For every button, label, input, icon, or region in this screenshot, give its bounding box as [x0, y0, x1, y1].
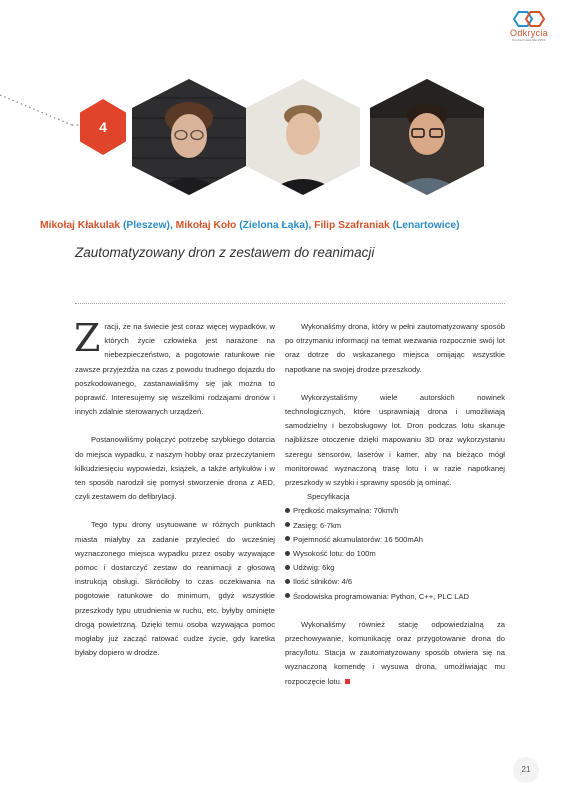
end-square-icon	[345, 679, 350, 684]
paragraph: Wykonaliśmy drona, który w pełni zautomatyzowany sposób po otrzymaniu informacji na temat wezwania rozpocznie swój lot oraz dotrze do wskazanego miejsca omijając wszystkie napotkane na swojej drodze przeszkody.	[285, 322, 505, 374]
spec-text: Środowiska programowania: Python, C++, PLC LAD	[293, 591, 470, 601]
spec-text: Pojemność akumulatorów: 16 500mAh	[293, 534, 424, 544]
spec-text: Udźwig: 6kg	[293, 563, 335, 573]
paragraph-text: Wykonaliśmy również stację odpowiedzialną za przechowywanie, komunikację oraz przygotowanie drona do pracy/lotu. Stacja w zautomatyzowany sposób otwiera się na wyznaczoną komendę i wysuwa drona, umożliwiając mu rozpoczęcie lotu.	[285, 619, 505, 686]
bullet-icon	[285, 551, 290, 556]
bullet-icon	[285, 522, 290, 527]
section-divider	[75, 303, 505, 304]
article-column-right	[285, 320, 505, 689]
authors-line	[40, 219, 560, 233]
bullet-icon	[285, 536, 290, 541]
spec-item	[285, 575, 505, 589]
spec-text: Prędkość maksymalna: 70km/h	[293, 506, 399, 516]
spec-item	[285, 561, 505, 575]
author-name-1: Mikołaj Kłakulak	[40, 220, 121, 231]
spec-item	[285, 547, 505, 561]
paragraph	[285, 618, 505, 689]
drop-cap: Z	[74, 316, 101, 360]
article-column-left	[74, 316, 275, 660]
author-name-3: Filip Szafraniak	[314, 220, 390, 231]
spec-item	[285, 590, 505, 604]
bullet-icon	[285, 565, 290, 570]
author-place-1: (Pleszew)	[123, 220, 170, 231]
spec-item	[285, 519, 505, 533]
spec-item	[285, 533, 505, 547]
spec-text: Ilość silników: 4/6	[293, 577, 353, 587]
project-number: 4	[99, 119, 107, 135]
paragraph-text: racji, że na świecie jest coraz więcej wypadków, w których życie człowieka jest narażone na niebezpieczeństwo, a pogotowie ratunkowe nie zawsze przyjeżdża na czas z powodu trudnego dojazdu do poszkodowanego, zastanawialiśmy się jak można to poprawić. Interesujemy się wszelkimi rodzajami dronów i innych zdalnie sterowanych urządzeń.	[75, 322, 275, 417]
project-title: Zautomatyzowany dron z zestawem do reanimacji	[75, 245, 375, 260]
bullet-icon	[285, 593, 290, 598]
spec-title: Specyfikacja	[307, 492, 350, 502]
spec-list	[285, 504, 505, 603]
brand-logo	[503, 10, 555, 42]
authors-separator: ,	[308, 220, 315, 231]
page-number: 21	[513, 757, 539, 783]
brand-subtitle: Poczta Polska Mal ZPKS	[512, 38, 546, 42]
author-name-2: Mikołaj Koło	[175, 220, 237, 231]
spec-text: Zasięg: 6-7km	[293, 520, 342, 530]
bullet-icon	[285, 508, 290, 513]
brand-name: Odkrycia	[510, 28, 548, 38]
spec-text: Wysokość lotu: do 100m	[293, 549, 376, 559]
author-photo-3	[369, 78, 485, 196]
paragraph: Postanowiliśmy połączyć potrzebę szybkiego dotarcia do miejsca wypadku, z naszym hobby oraz przeczytaniem kilkudziesięciu wypowiedzi, książek, a także artykułów i w ten sposób narodził się pomysł stworzenie drona z AED, czyli zestawem do defibrylacji.	[75, 435, 275, 502]
authors-separator: ,	[169, 220, 176, 231]
author-place-3: (Lenartowice)	[392, 220, 460, 231]
spec-item	[285, 504, 505, 518]
paragraph: Wykorzystaliśmy wiele autorskich nowinek technologicznych, które usprawniają drona i umożliwiają samodzielny i bezobsługowy lot. Dron podczas lotu skanuje najbliższe otoczenie dzięki mapowaniu 3D oraz wykorzystaniu szeregu sensorów, laserów i kamer, aby na bieżąco mógł monitorować wyznaczoną trasę lotu i w razie napotkanej przeszkody w szybki i sprawny sposób ją ominąć.	[285, 392, 505, 488]
author-photo-1	[131, 78, 247, 196]
paragraph	[74, 316, 275, 419]
bullet-icon	[285, 579, 290, 584]
author-photo-2	[245, 78, 361, 196]
linked-hexagons-logo-icon	[511, 10, 547, 28]
author-place-2: (Zielona Łąka)	[239, 220, 309, 231]
paragraph: Tego typu drony usytuowane w różnych punktach miasta miałyby za zadanie przylecieć do wcześniej wyznaczonego miejsca wypadku przez osoby wzywające pomoc i dostarczyć zestaw do reanimacji z głosową instrukcją obsługi. Skróciłoby to czas oczekiwania na pogotowie ratunkowe do minimum, gdyż wszystkie przeszkody typu utrudnienia w ruchu, etc. byłyby ominięte drogą powietrzną. Dzięki temu osoba wzywająca pomoc mogłaby już zacząć ratować cudze życie, gdy karetka byłaby dopiero w drodze.	[75, 520, 275, 658]
